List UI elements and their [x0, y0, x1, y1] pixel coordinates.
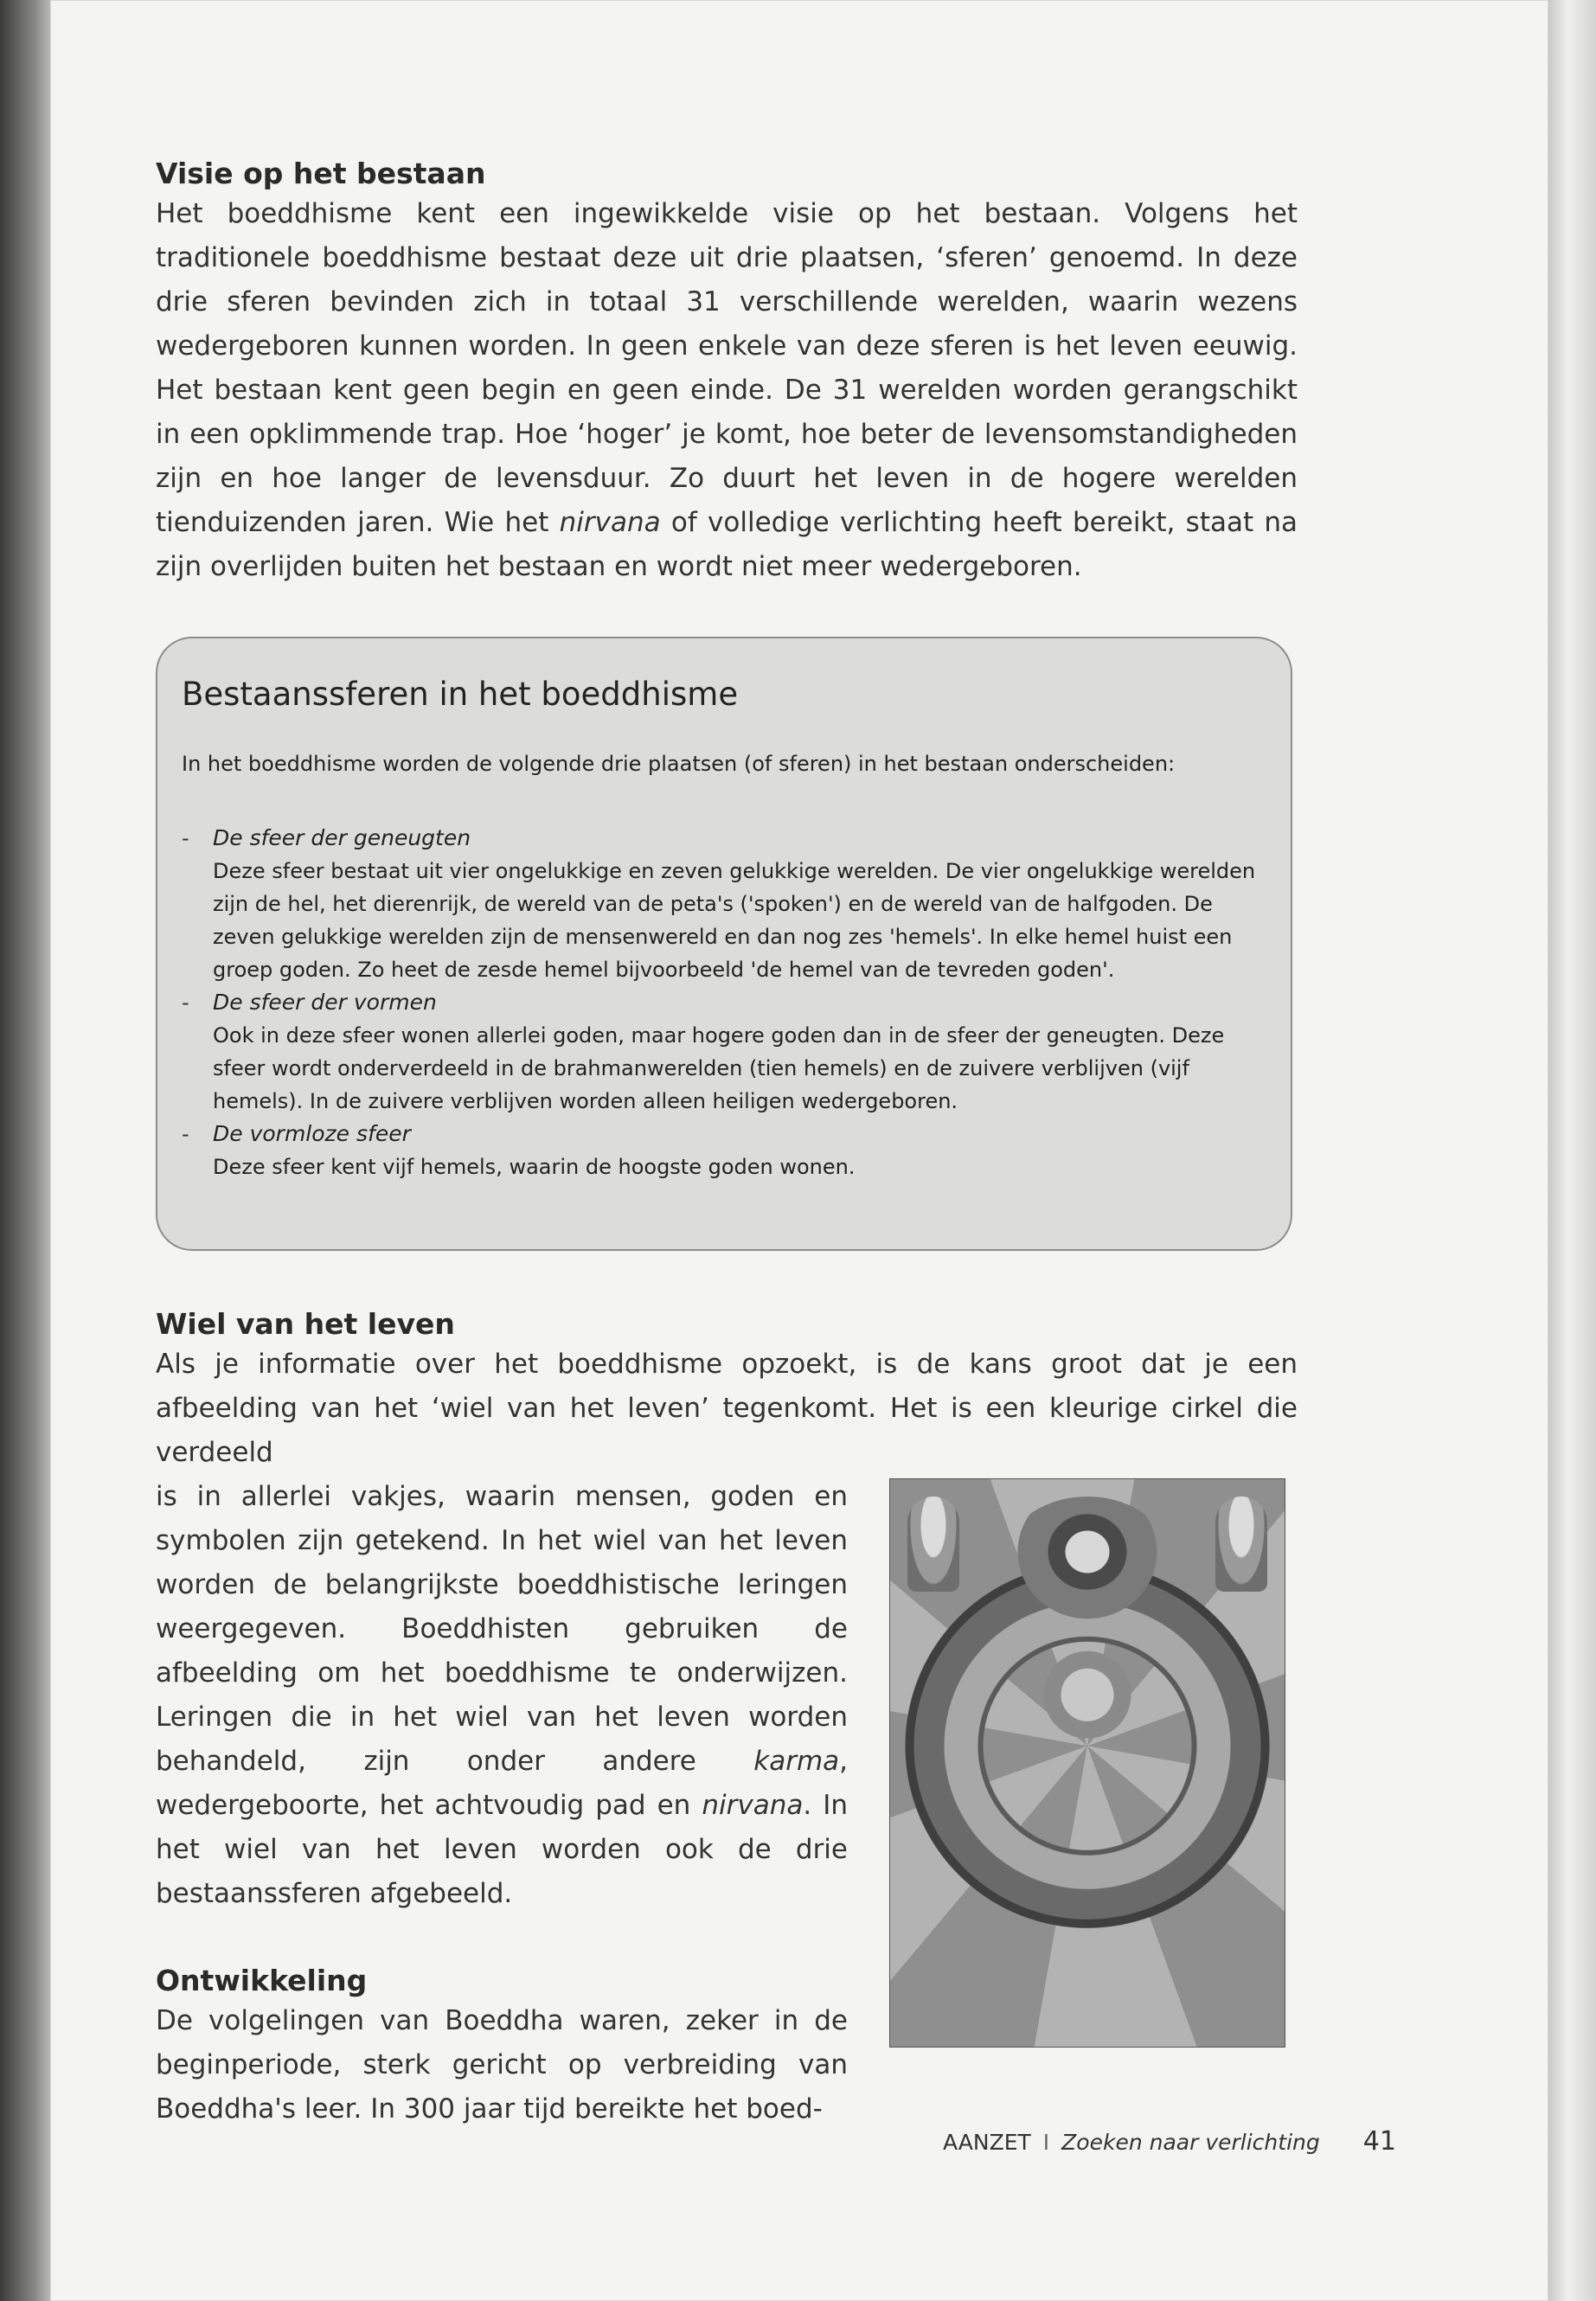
- paragraph-text: , wedergeboorte, het achtvoudig pad en: [156, 1746, 848, 1821]
- section-text-visie: [156, 192, 1298, 589]
- section-text-wiel-full: Als je informatie over het boeddhisme opzoekt, is de kans groot dat je een afbeelding van het ‘wiel van het leven’ tegenkomt. Het is een kleurige cirkel die verdeeld: [156, 1349, 1298, 1468]
- paragraph-text: is in allerlei vakjes, waarin mensen, goden en symbolen zijn getekend. In het wiel van het leven worden de belangrijkste boeddhistische leringen weergegeven. Boeddhisten gebruiken de afbeelding om het boeddhisme te onderwijzen. Leringen die in het wiel van het leven worden behandeld, zijn onder andere: [156, 1481, 848, 1777]
- info-box-title: Bestaanssferen in het boeddhisme: [182, 676, 739, 713]
- sphere-text: Ook in deze sfeer wonen allerlei goden, maar hogere goden dan in de sfeer der geneugten. Deze sfeer wordt onderverdeeld in de brahmanwerelden (tien hemels) en de zuivere verblijven (vijf hemels). In de zuivere verblijven worden alleen heiligen wedergeboren.: [213, 1023, 1225, 1113]
- sphere-text: Deze sfeer kent vijf hemels, waarin de hoogste goden wonen.: [213, 1155, 856, 1179]
- yama-figure: [1001, 1497, 1174, 1635]
- deity-figure: [1215, 1497, 1267, 1592]
- list-item: [182, 1118, 1263, 1183]
- footer-chapter: Zoeken naar verlichting: [1061, 2130, 1320, 2155]
- section-text-ontwikkeling: De volgelingen van Boeddha waren, zeker in de beginperiode, sterk gericht op verbreiding van Boeddha's leer. In 300 jaar tijd bereikte het boed-: [156, 2005, 848, 2125]
- section-text-wiel-narrow: [156, 1475, 848, 1916]
- paragraph-text-end: of volledige verlichting heeft bereikt, staat na zijn overlijden buiten het bestaan en wordt niet meer wedergeboren.: [156, 507, 1298, 582]
- term-nirvana: nirvana: [702, 1790, 804, 1821]
- deity-figure: [907, 1497, 959, 1592]
- info-box-bestaanssferen: [156, 637, 1292, 1251]
- section-visie: [156, 156, 1298, 589]
- sphere-name: De sfeer der geneugten: [213, 825, 471, 850]
- list-dash: -: [182, 826, 189, 850]
- page-footer: [943, 2128, 1396, 2157]
- section-heading-ontwikkeling: Ontwikkeling: [156, 1964, 368, 1997]
- page-number: 41: [1362, 2126, 1396, 2157]
- term-nirvana: nirvana: [559, 507, 661, 538]
- list-item: [182, 822, 1263, 986]
- footer-series: AANZET: [943, 2130, 1031, 2155]
- list-dash: -: [182, 1122, 189, 1146]
- sphere-name: De vormloze sfeer: [213, 1121, 411, 1146]
- term-karma: karma: [753, 1746, 840, 1777]
- footer-separator: I: [1042, 2130, 1050, 2155]
- sphere-text: Deze sfeer bestaat uit vier ongelukkige en zeven gelukkige werelden. De vier ongelukkige werelden zijn de hel, het dierenrijk, de wereld van de peta's ('spoken') en de wereld van de halfgoden. De zeven gelukkige werelden zijn de mensenwereld en dan nog zes 'hemels'. In elke hemel huist een groep goden. Zo heet de zesde hemel bijvoorbeeld 'de hemel van de tevreden goden'.: [213, 859, 1256, 982]
- page-edge: [1548, 0, 1596, 2301]
- paragraph-text: Het boeddhisme kent een ingewikkelde visie op het bestaan. Volgens het traditionele boeddhisme bestaat deze uit drie plaatsen, ‘sferen’ genoemd. In deze drie sferen bevinden zich in totaal 31 verschillende werelden, waarin wezens wedergeboren kunnen worden. In geen enkele van deze sferen is het leven eeuwig. Het bestaan kent geen begin en geen einde. De 31 werelden worden gerangschikt in een opklimmende trap. Hoe ‘hoger’ je komt, hoe beter de levensomstandigheden zijn en hoe langer de levensduur. Zo duurt het leven in de hogere werelden tienduizenden jaren. Wie het: [156, 198, 1298, 538]
- wheel-of-life-image: [889, 1478, 1285, 2048]
- sphere-name: De sfeer der vormen: [213, 990, 437, 1015]
- section-heading-visie: Visie op het bestaan: [156, 157, 486, 190]
- page-binding-shadow: [0, 0, 50, 2301]
- info-box-intro: In het boeddhisme worden de volgende drie plaatsen (of sferen) in het bestaan onderscheiden:: [182, 752, 1176, 776]
- paragraph-text: . In het wiel van het leven worden ook de drie bestaanssferen afgebeeld.: [156, 1790, 848, 1909]
- list-item: [182, 986, 1263, 1118]
- list-dash: -: [182, 990, 189, 1015]
- sphere-list: [182, 822, 1263, 1183]
- section-heading-wiel: Wiel van het leven: [156, 1307, 455, 1341]
